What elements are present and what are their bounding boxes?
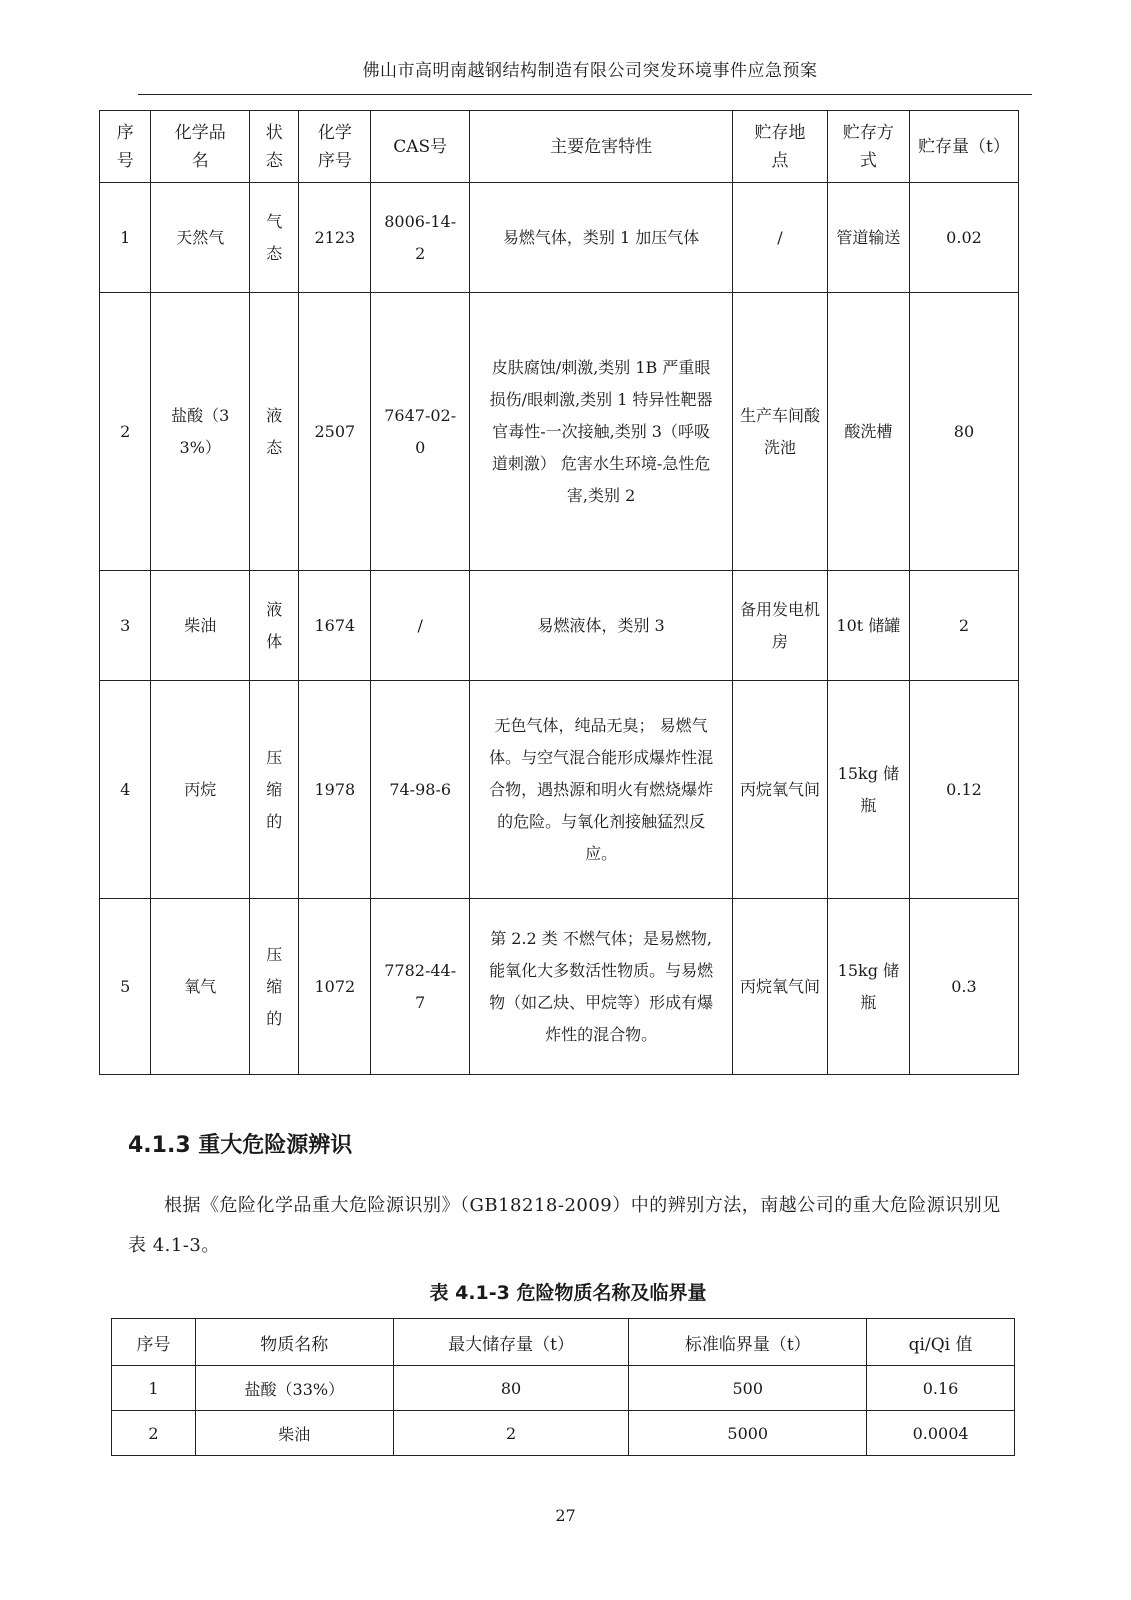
substance-name: 柴油 (195, 1411, 393, 1456)
chemical-name: 天然气 (151, 183, 250, 293)
table-row (100, 293, 1019, 571)
chemical-state: 压缩的 (250, 681, 299, 899)
storage-location: 丙烷氧气间 (733, 681, 828, 899)
cas-number: 7782-44-7 (371, 899, 470, 1075)
section-title: 4.1.3 重大危险源辨识 (128, 1133, 353, 1158)
storage-quantity: 2 (909, 571, 1018, 681)
header-cell: qi/Qi 值 (867, 1319, 1015, 1366)
hazard-description: 易燃气体，类别 1 加压气体 (470, 183, 733, 293)
chemical-name: 丙烷 (151, 681, 250, 899)
chemical-code: 1978 (299, 681, 371, 899)
substance-name: 盐酸（33%） (195, 1366, 393, 1411)
hazard-description: 第 2.2 类 不燃气体；是易燃物,能氧化大多数活性物质。与易燃物（如乙炔、甲烷等）形成有爆炸性的混合物。 (470, 899, 733, 1075)
chemical-code: 2123 (299, 183, 371, 293)
hazard-description: 易燃液体，类别 3 (470, 571, 733, 681)
table-row (112, 1366, 1015, 1411)
critical-quantity: 5000 (629, 1411, 867, 1456)
table-row (100, 571, 1019, 681)
table-row (100, 899, 1019, 1075)
table-row (100, 681, 1019, 899)
header-cell: 化学序号 (299, 111, 371, 183)
chemical-code: 2507 (299, 293, 371, 571)
hazard-description: 皮肤腐蚀/刺激,类别 1B 严重眼损伤/眼刺激,类别 1 特异性靶器官毒性-一次接触,类别 3（呼吸道刺激） 危害水生环境-急性危害,类别 2 (470, 293, 733, 571)
max-storage: 2 (393, 1411, 629, 1456)
header-cell: 序号 (100, 111, 151, 183)
storage-quantity: 0.02 (909, 183, 1018, 293)
storage-location: / (733, 183, 828, 293)
header-cell: 序号 (112, 1319, 196, 1366)
header-cell: 物质名称 (195, 1319, 393, 1366)
header-cell: 贮存量（t） (909, 111, 1018, 183)
table-header-row (100, 111, 1019, 183)
chemical-name: 盐酸（33%） (151, 293, 250, 571)
storage-location: 丙烷氧气间 (733, 899, 828, 1075)
storage-location: 备用发电机房 (733, 571, 828, 681)
page-header: 佛山市高明南越钢结构制造有限公司突发环境事件应急预案 (362, 61, 818, 81)
chemical-code: 1674 (299, 571, 371, 681)
cas-number: 74-98-6 (371, 681, 470, 899)
max-storage: 80 (393, 1366, 629, 1411)
page-number: 27 (555, 1506, 576, 1525)
table-row (100, 183, 1019, 293)
header-cell: 化学品名 (151, 111, 250, 183)
row-number: 3 (100, 571, 151, 681)
storage-mode: 酸洗槽 (827, 293, 909, 571)
cas-number: / (371, 571, 470, 681)
storage-quantity: 0.12 (909, 681, 1018, 899)
section-paragraph: 根据《危险化学品重大危险源识别》（GB18218-2009）中的辨别方法，南越公司的重大危险源识别见表 4.1-3。 (128, 1195, 1001, 1256)
row-number: 2 (112, 1411, 196, 1456)
chemical-state: 液态 (250, 293, 299, 571)
row-number: 5 (100, 899, 151, 1075)
table-row (112, 1411, 1015, 1456)
header-cell: CAS号 (371, 111, 470, 183)
chemical-state: 液体 (250, 571, 299, 681)
storage-mode: 15kg 储瓶 (827, 681, 909, 899)
header-cell: 最大储存量（t） (393, 1319, 629, 1366)
ratio-value: 0.16 (867, 1366, 1015, 1411)
table-header-row (112, 1319, 1015, 1366)
chemical-state: 气态 (250, 183, 299, 293)
critical-quantity: 500 (629, 1366, 867, 1411)
row-number: 4 (100, 681, 151, 899)
header-cell: 标准临界量（t） (629, 1319, 867, 1366)
storage-quantity: 0.3 (909, 899, 1018, 1075)
cas-number: 7647-02-0 (371, 293, 470, 571)
header-cell: 状态 (250, 111, 299, 183)
chemical-name: 柴油 (151, 571, 250, 681)
cas-number: 8006-14-2 (371, 183, 470, 293)
chemicals-table (99, 110, 1019, 1075)
table-caption: 表 4.1-3 危险物质名称及临界量 (429, 1282, 707, 1304)
row-number: 1 (112, 1366, 196, 1411)
header-divider (138, 94, 1032, 95)
chemical-state: 压缩的 (250, 899, 299, 1075)
header-cell: 贮存地点 (733, 111, 828, 183)
header-cell: 贮存方式 (827, 111, 909, 183)
header-cell: 主要危害特性 (470, 111, 733, 183)
critical-quantity-table (111, 1318, 1015, 1456)
row-number: 2 (100, 293, 151, 571)
storage-location: 生产车间酸洗池 (733, 293, 828, 571)
storage-mode: 15kg 储瓶 (827, 899, 909, 1075)
chemical-name: 氧气 (151, 899, 250, 1075)
storage-quantity: 80 (909, 293, 1018, 571)
ratio-value: 0.0004 (867, 1411, 1015, 1456)
storage-mode: 管道输送 (827, 183, 909, 293)
hazard-description: 无色气体，纯品无臭； 易燃气体。与空气混合能形成爆炸性混合物，遇热源和明火有燃烧爆炸的危险。与氧化剂接触猛烈反应。 (470, 681, 733, 899)
chemical-code: 1072 (299, 899, 371, 1075)
row-number: 1 (100, 183, 151, 293)
storage-mode: 10t 储罐 (827, 571, 909, 681)
